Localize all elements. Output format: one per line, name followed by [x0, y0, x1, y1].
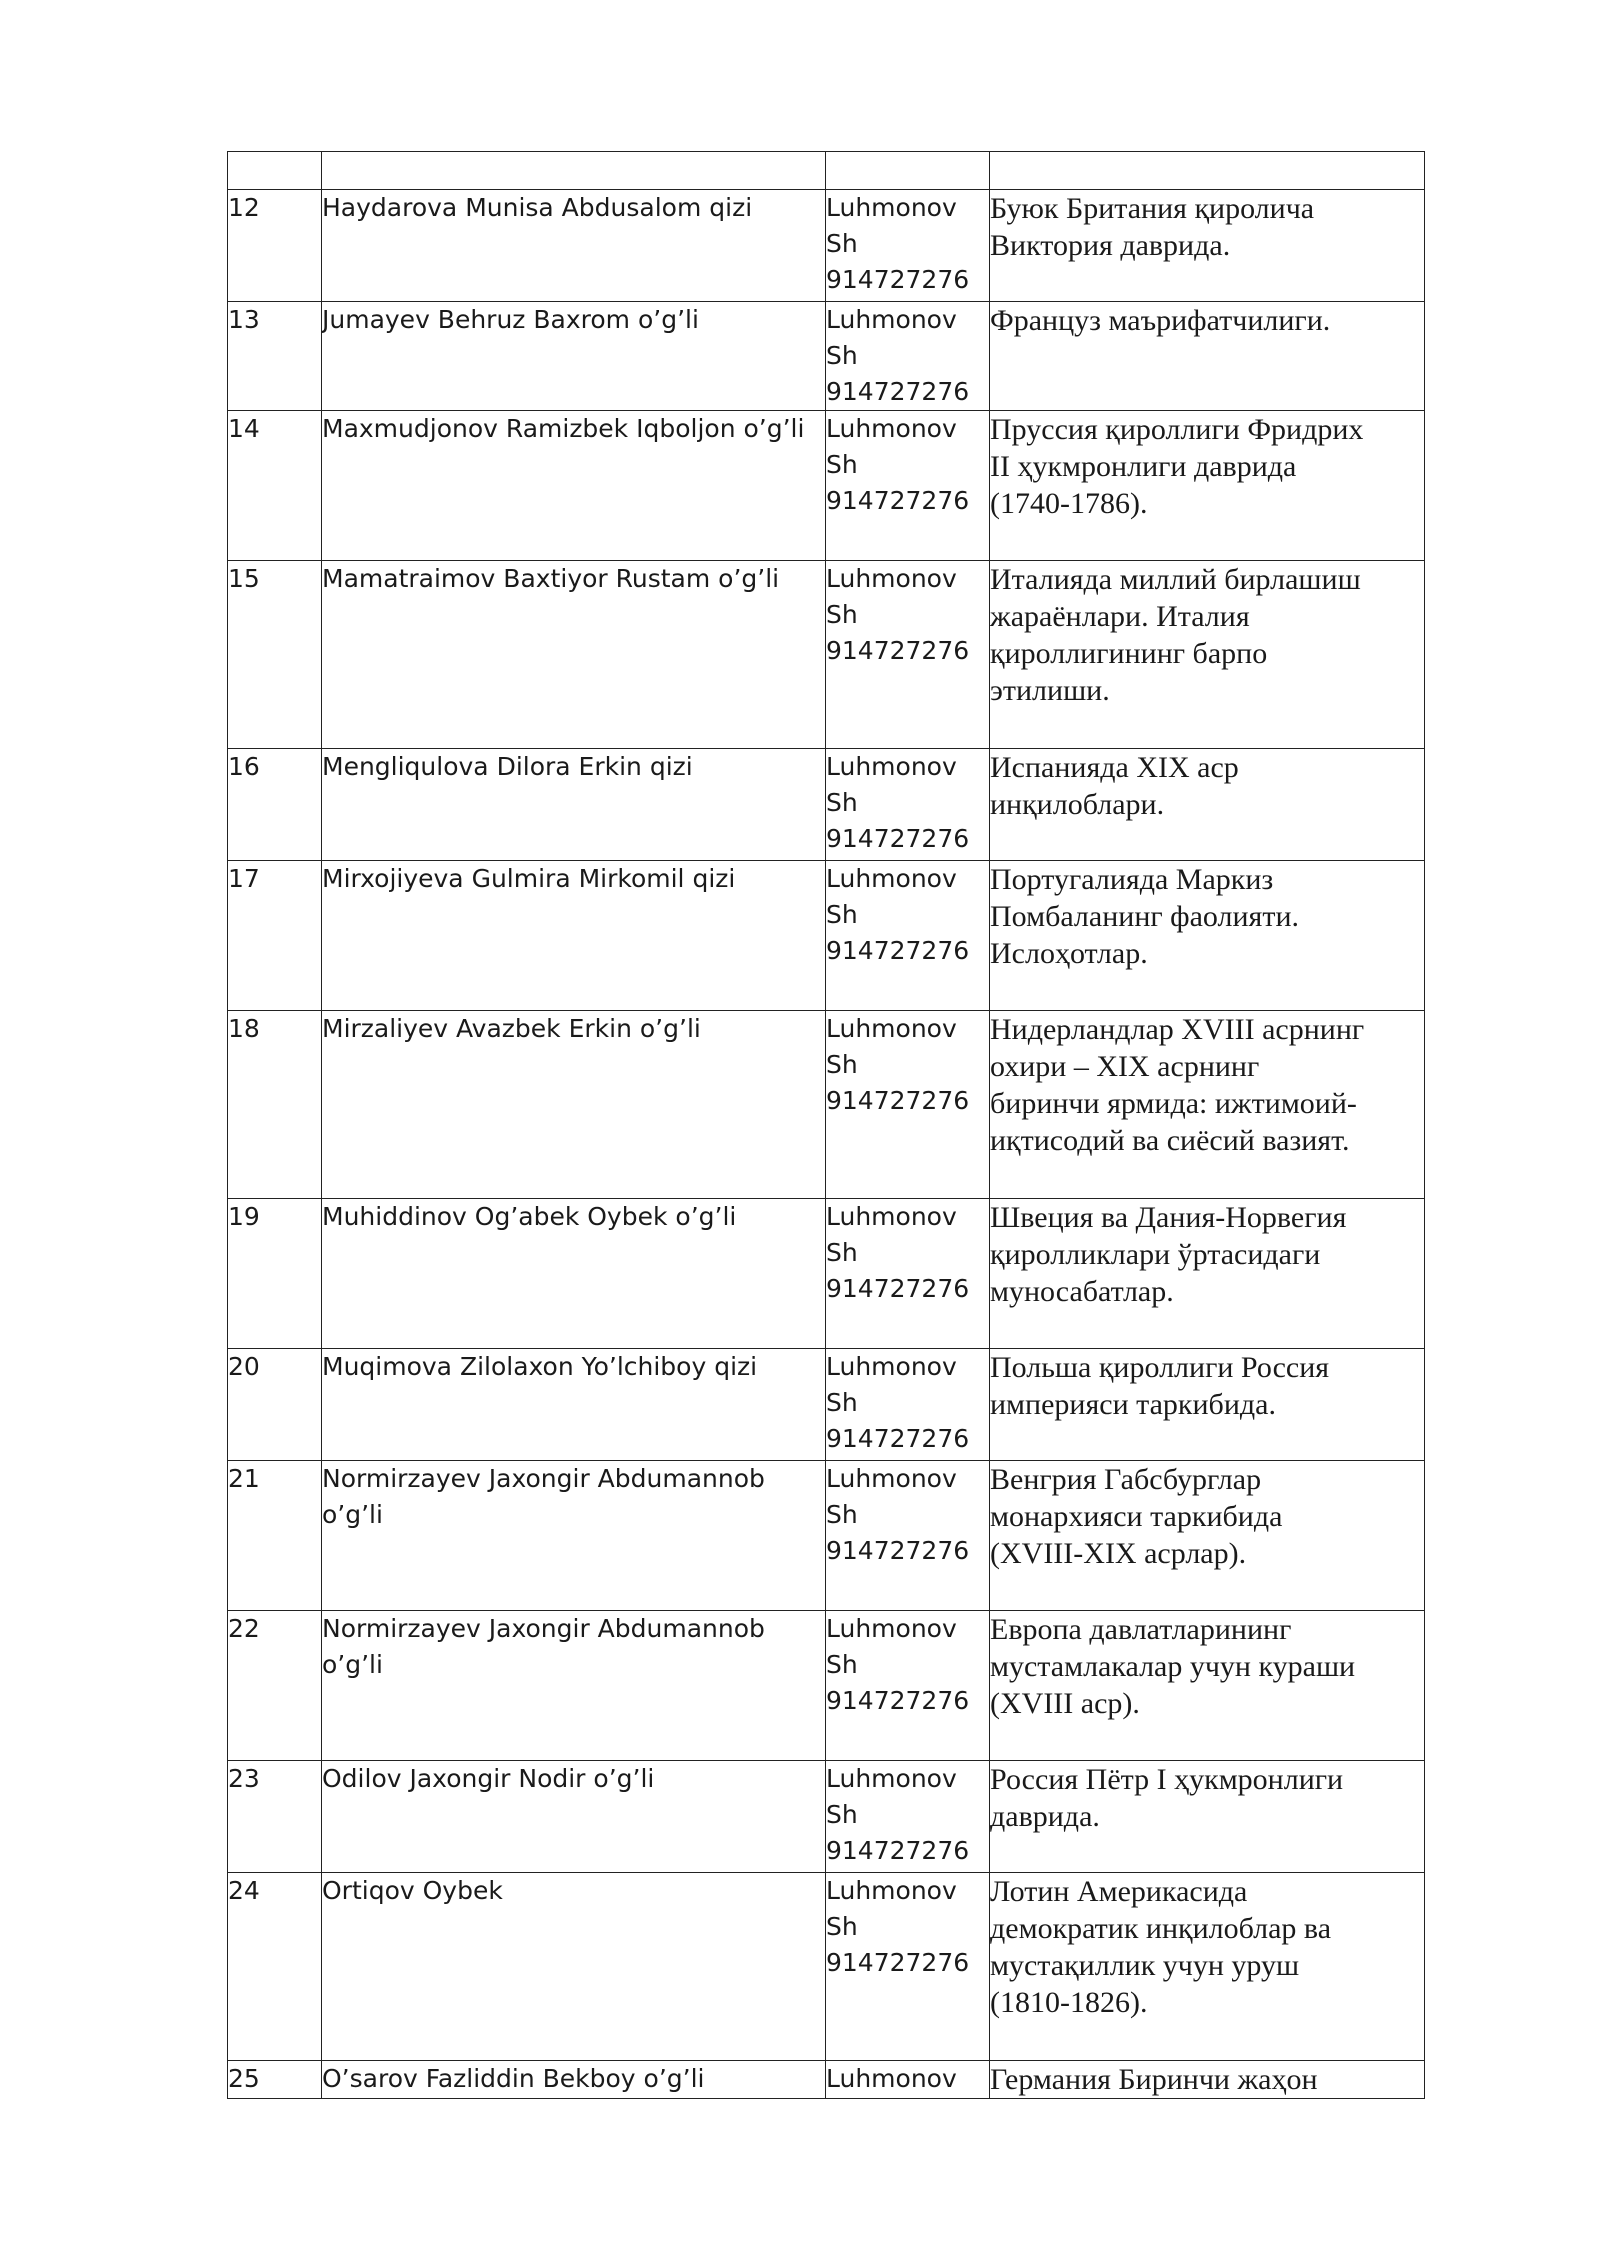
student-name: Mamatraimov Baxtiyor Rustam o’g’li	[322, 561, 826, 749]
topic-cell: Испанияда XIX аср инқилоблари.	[990, 749, 1425, 861]
tutor-phone: 914727276	[826, 636, 970, 665]
row-number: 17	[228, 861, 322, 1011]
row-number: 25	[228, 2061, 322, 2099]
tutor-initial: Sh	[826, 341, 858, 370]
topic-cell: Россия Пётр I ҳукмронлиги даврида.	[990, 1761, 1425, 1873]
tutor-phone: 914727276	[826, 1686, 970, 1715]
tutor-cell	[826, 1761, 990, 1873]
tutor-phone: 914727276	[826, 377, 970, 406]
row-number: 21	[228, 1461, 322, 1611]
student-name: Haydarova Munisa Abdusalom qizi	[322, 190, 826, 302]
tutor-phone: 914727276	[826, 824, 970, 853]
tutor-initial: Sh	[826, 450, 858, 479]
tutor-cell	[826, 1611, 990, 1761]
student-name: Muqimova Zilolaxon Yo’lchiboy qizi	[322, 1349, 826, 1461]
tutor-cell	[826, 1199, 990, 1349]
tutor-name: Luhmonov	[826, 1464, 957, 1493]
tutor-phone: 914727276	[826, 265, 970, 294]
topic-cell: Германия Биринчи жаҳон	[990, 2061, 1425, 2099]
table-row	[228, 152, 1425, 190]
student-name: Normirzayev Jaxongir Abdumannob o’g’li	[322, 1611, 826, 1761]
tutor-cell	[826, 1011, 990, 1199]
topic-cell: Венгрия Габсбурглар монархияси таркибида (XVIII-XIX асрлар).	[990, 1461, 1425, 1611]
row-number: 23	[228, 1761, 322, 1873]
tutor-name: Luhmonov	[826, 2064, 957, 2093]
row-number: 13	[228, 302, 322, 411]
topic-cell: Француз маърифатчилиги.	[990, 302, 1425, 411]
tutor-name: Luhmonov	[826, 1202, 957, 1231]
tutor-cell	[826, 749, 990, 861]
tutor-initial: Sh	[826, 788, 858, 817]
topic-cell: Лотин Америкасида демократик инқилоблар ва мустақиллик учун уруш (1810-1826).	[990, 1873, 1425, 2061]
student-name: Mengliqulova Dilora Erkin qizi	[322, 749, 826, 861]
row-number: 14	[228, 411, 322, 561]
table-row	[228, 190, 1425, 302]
table-row	[228, 1761, 1425, 1873]
row-number: 19	[228, 1199, 322, 1349]
tutor-name: Luhmonov	[826, 1614, 957, 1643]
tutor-initial: Sh	[826, 1912, 858, 1941]
student-name: Muhiddinov Og’abek Oybek o’g’li	[322, 1199, 826, 1349]
topic-cell: Италияда миллий бирлашиш жараёнлари. Италия қироллигининг барпо этилиши.	[990, 561, 1425, 749]
topic-cell: Швеция ва Дания-Норвегия қиролликлари ўртасидаги муносабатлар.	[990, 1199, 1425, 1349]
topic-cell: Пруссия қироллиги Фридрих II ҳукмронлиги даврида (1740-1786).	[990, 411, 1425, 561]
tutor-cell	[826, 2061, 990, 2099]
student-name: O’sarov Fazliddin Bekboy o’g’li	[322, 2061, 826, 2099]
tutor-name: Luhmonov	[826, 1352, 957, 1381]
student-name: Mirxojiyeva Gulmira Mirkomil qizi	[322, 861, 826, 1011]
tutor-cell	[826, 561, 990, 749]
tutor-name: Luhmonov	[826, 864, 957, 893]
table-row	[228, 1199, 1425, 1349]
tutor-cell	[826, 861, 990, 1011]
row-number: 20	[228, 1349, 322, 1461]
tutor-phone: 914727276	[826, 1948, 970, 1977]
table-row	[228, 749, 1425, 861]
tutor-name: Luhmonov	[826, 1876, 957, 1905]
table-row	[228, 1873, 1425, 2061]
tutor-cell	[826, 411, 990, 561]
student-name	[322, 152, 826, 190]
topic-cell: Европа давлатларининг мустамлакалар учун кураши (XVIII аср).	[990, 1611, 1425, 1761]
tutor-phone: 914727276	[826, 936, 970, 965]
tutor-cell	[826, 1873, 990, 2061]
tutor-cell	[826, 1349, 990, 1461]
tutor-initial: Sh	[826, 1800, 858, 1829]
row-number: 16	[228, 749, 322, 861]
student-topics-table	[227, 151, 1425, 2099]
topic-cell: Буюк Британия қиролича Виктория даврида.	[990, 190, 1425, 302]
tutor-name: Luhmonov	[826, 1764, 957, 1793]
tutor-name: Luhmonov	[826, 305, 957, 334]
tutor-phone: 914727276	[826, 486, 970, 515]
tutor-initial: Sh	[826, 1500, 858, 1529]
row-number: 12	[228, 190, 322, 302]
table-row	[228, 302, 1425, 411]
tutor-phone: 914727276	[826, 1836, 970, 1865]
tutor-phone: 914727276	[826, 1424, 970, 1453]
topic-cell: Португалияда Маркиз Помбаланинг фаолияти. Ислоҳотлар.	[990, 861, 1425, 1011]
tutor-initial: Sh	[826, 229, 858, 258]
tutor-cell	[826, 152, 990, 190]
student-name: Ortiqov Oybek	[322, 1873, 826, 2061]
row-number: 18	[228, 1011, 322, 1199]
tutor-cell	[826, 190, 990, 302]
topic-cell: Польша қироллиги Россия империяси таркибида.	[990, 1349, 1425, 1461]
tutor-initial: Sh	[826, 1388, 858, 1417]
student-name: Maxmudjonov Ramizbek Iqboljon o’g’li	[322, 411, 826, 561]
row-number	[228, 152, 322, 190]
tutor-initial: Sh	[826, 600, 858, 629]
tutor-name: Luhmonov	[826, 1014, 957, 1043]
table-row	[228, 861, 1425, 1011]
row-number: 24	[228, 1873, 322, 2061]
tutor-name: Luhmonov	[826, 752, 957, 781]
tutor-name: Luhmonov	[826, 564, 957, 593]
table-row	[228, 1349, 1425, 1461]
table-row	[228, 1011, 1425, 1199]
table-row	[228, 561, 1425, 749]
student-name: Mirzaliyev Avazbek Erkin o’g’li	[322, 1011, 826, 1199]
topic-cell	[990, 152, 1425, 190]
tutor-cell	[826, 1461, 990, 1611]
tutor-cell	[826, 302, 990, 411]
table-row	[228, 1461, 1425, 1611]
student-name: Normirzayev Jaxongir Abdumannob o’g’li	[322, 1461, 826, 1611]
table-row	[228, 1611, 1425, 1761]
row-number: 22	[228, 1611, 322, 1761]
topic-cell: Нидерландлар XVIII асрнинг охири – XIX асрнинг биринчи ярмида: ижтимоий- иқтисодий ва сиёсий вазият.	[990, 1011, 1425, 1199]
table-row	[228, 411, 1425, 561]
tutor-phone: 914727276	[826, 1536, 970, 1565]
row-number: 15	[228, 561, 322, 749]
tutor-initial: Sh	[826, 900, 858, 929]
tutor-initial: Sh	[826, 1050, 858, 1079]
tutor-name: Luhmonov	[826, 193, 957, 222]
tutor-initial: Sh	[826, 1238, 858, 1267]
student-name: Odilov Jaxongir Nodir o’g’li	[322, 1761, 826, 1873]
tutor-phone: 914727276	[826, 1274, 970, 1303]
tutor-name: Luhmonov	[826, 414, 957, 443]
student-name: Jumayev Behruz Baxrom o’g’li	[322, 302, 826, 411]
tutor-phone: 914727276	[826, 1086, 970, 1115]
table-row	[228, 2061, 1425, 2099]
tutor-initial: Sh	[826, 1650, 858, 1679]
